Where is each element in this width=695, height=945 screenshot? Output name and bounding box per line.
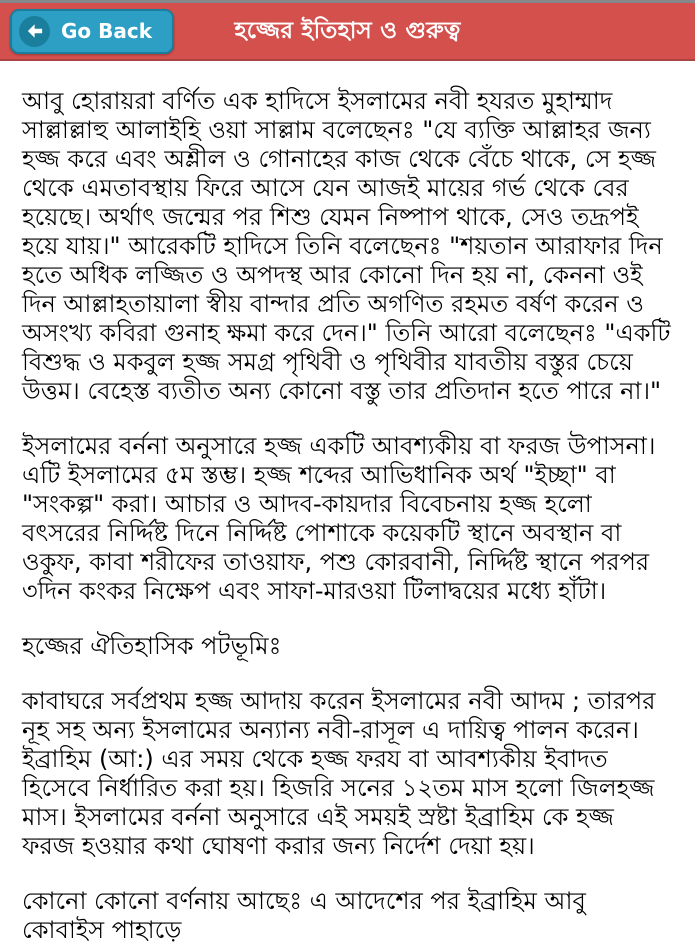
header-bar xyxy=(0,3,695,61)
section-heading-historical-background: হজ্জের ঐতিহাসিক পটভূমিঃ xyxy=(22,632,282,660)
go-back-label: Go Back xyxy=(61,19,153,43)
paragraph-definition: ইসলামের বর্ননা অনুসারে হজ্জ একটি আবশ্যকীয় বা ফরজ উপাসনা। এটি ইসলামের ৫ম স্তম্ভ। হজ্জ শব্দের আভিধানিক অর্থ "ইচ্ছা" বা "সংকল্প" করা। আচার ও আদব-কায়দার বিবেচনায় হজ্জ হলো বৎসরের নির্দ্দিষ্ট দিনে নির্দ্দিষ্ট পোশাকে কয়েকটি স্থানে অবস্থান বা ওকুফ, কাবা শরীফের তাওয়াফ, পশু কোরবানী, নির্দ্দিষ্ট স্থানে পরপর ৩দিন কংকর নিক্ষেপ এবং সাফা-মারওয়া টিলাদ্বয়ের মধ্যে হাঁটা। xyxy=(22,432,656,605)
paragraph-hadith: আবু হোরায়রা বর্ণিত এক হাদিসে ইসলামের নবী হযরত মুহাম্মাদ সাল্লাল্লাহু আলাইহি ওয়া সাল্লাম বলেছেনঃ "যে ব্যক্তি আল্লাহর জন্য হজ্জ করে এবং অশ্লীল ও গোনাহের কাজ থেকে বেঁচে থাকে, সে হজ্জ থেকে এমতাবস্থায় ফিরে আসে যেন আজই মায়ের গর্ভ থেকে বের হয়েছে। অর্থাৎ জন্মের পর শিশু যেমন নিষ্পাপ থাকে, সেও তদ্রূপই হয়ে যায়।" আরেকটি হাদিসে তিনি বলেছেনঃ "শয়তান আরাফার দিন হতে অধিক লজ্জিত ও অপদস্থ আর কোনো দিন হয় না, কেননা ওই দিন আল্লাহতায়ালা স্বীয় বান্দার প্রতি অগণিত রহমত বর্ষণ করেন ও অসংখ্য কবিরা গুনাহ ক্ষমা করে দেন।" তিনি আরো বলেছেনঃ "একটি বিশুদ্ধ ও মকবুল হজ্জ সমগ্র পৃথিবী ও পৃথিবীর যাবতীয় বস্তুর চেয়ে উত্তম। বেহেস্ত ব্যতীত অন্য কোনো বস্তু তার প্রতিদান হতে পারে না।" xyxy=(22,87,671,405)
page-title: হজ্জের ইতিহাস ও গুরুত্ব xyxy=(234,17,461,44)
paragraph-narration-truncated: কোনো কোনো বর্ণনায় আছেঃ এ আদেশের পর ইব্রাহিম আবু কোবাইস পাহাড়ে xyxy=(22,887,586,944)
left-arrow-icon xyxy=(19,16,50,47)
go-back-button[interactable] xyxy=(10,9,174,54)
paragraph-history: কাবাঘরে সর্বপ্রথম হজ্জ আদায় করেন ইসলামের নবী আদম ; তারপর নূহ সহ অন্য ইসলামের অন্যান্য নবী-রাসূল এ দায়িত্ব পালন করেন। ইব্রাহিম (আ:) এর সময় থেকে হজ্জ ফরয বা আবশ্যকীয় ইবাদত হিসেবে নির্ধারিত করা হয়। হিজরি সনের ১২তম মাস হলো জিলহজ্জ মাস। ইসলামের বর্ননা অনুসারে এই সময়ই স্রষ্টা ইব্রাহিম কে হজ্জ ফরজ হওয়ার কথা ঘোষণা করার জন্য নির্দেশ দেয়া হয়। xyxy=(22,687,656,860)
article-content xyxy=(0,61,695,945)
